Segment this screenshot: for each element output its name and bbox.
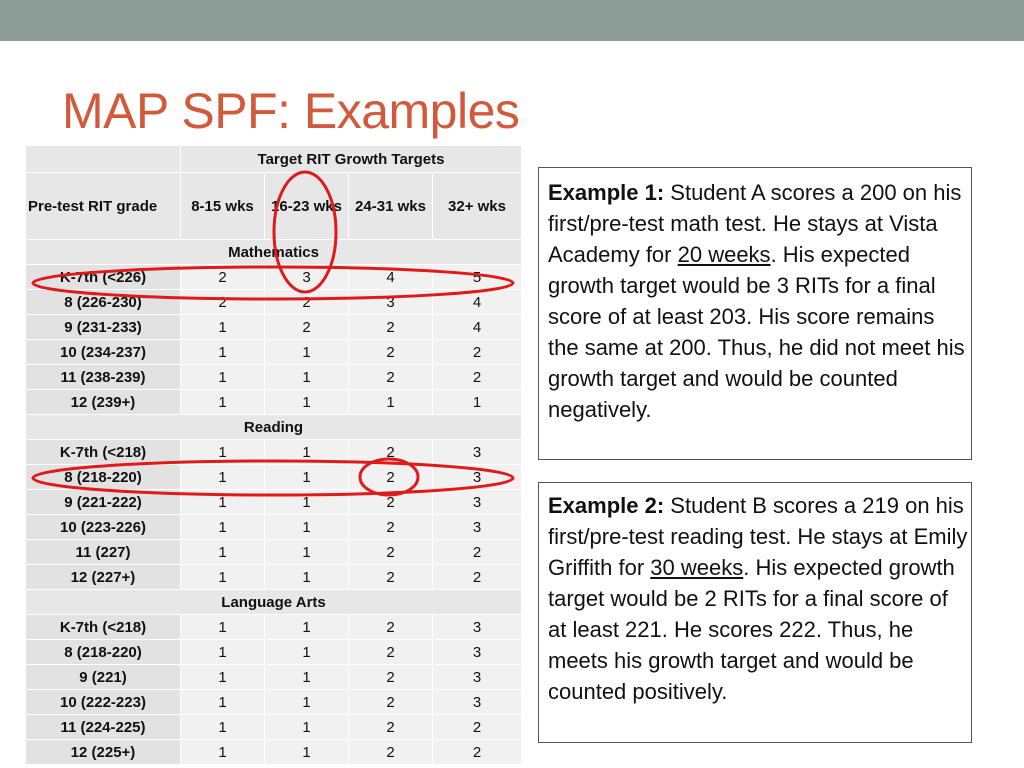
target-cell: 1 [181, 440, 265, 465]
table-row [26, 465, 522, 490]
target-cell: 3 [265, 265, 349, 290]
target-cell: 1 [181, 490, 265, 515]
target-cell: 4 [433, 290, 522, 315]
target-cell: 1 [265, 490, 349, 515]
section-header-row [26, 415, 522, 440]
target-cell: 2 [433, 740, 522, 765]
grade-cell: 11 (238-239) [26, 365, 181, 390]
table-row [26, 490, 522, 515]
target-cell: 2 [349, 740, 433, 765]
target-cell: 1 [181, 640, 265, 665]
table-row [26, 640, 522, 665]
target-cell: 2 [433, 540, 522, 565]
target-cell: 1 [265, 440, 349, 465]
table-row [26, 615, 522, 640]
example-text: Student B scores a 219 on his first/pre-test reading test. He stays at Emily Griffith for [548, 493, 968, 580]
target-cell: 3 [349, 290, 433, 315]
target-cell: 2 [181, 265, 265, 290]
target-cell: 1 [265, 665, 349, 690]
column-header: 16-23 wks [265, 173, 349, 240]
target-cell: 2 [349, 565, 433, 590]
target-cell: 2 [349, 365, 433, 390]
target-cell: 2 [433, 715, 522, 740]
column-header: 24-31 wks [349, 173, 433, 240]
target-cell: 2 [349, 665, 433, 690]
target-cell: 3 [433, 690, 522, 715]
table-row [26, 315, 522, 340]
table-row [26, 365, 522, 390]
section-title: Mathematics [26, 240, 522, 265]
target-cell: 1 [265, 715, 349, 740]
grade-cell: 8 (226-230) [26, 290, 181, 315]
example-1-box [538, 167, 972, 460]
example-text: . His expected growth target would be 3 RITs for a final score of at least 203. His score remains the same at 200. Thus, he did not meet his growth target and would be counted negatively. [548, 242, 965, 422]
target-cell: 3 [433, 515, 522, 540]
target-cell: 1 [181, 390, 265, 415]
table-column-header-row [26, 173, 522, 240]
target-cell: 1 [265, 365, 349, 390]
table-row [26, 515, 522, 540]
target-cell: 1 [181, 365, 265, 390]
table-row [26, 340, 522, 365]
target-cell: 2 [349, 315, 433, 340]
target-cell: 4 [433, 315, 522, 340]
target-cell: 1 [181, 465, 265, 490]
target-cell: 1 [265, 540, 349, 565]
example-duration: 20 weeks [677, 242, 771, 267]
grade-cell: 9 (221) [26, 665, 181, 690]
table-row [26, 665, 522, 690]
rit-growth-table [25, 145, 522, 765]
target-cell: 1 [265, 565, 349, 590]
grade-cell: 11 (227) [26, 540, 181, 565]
top-bar [0, 0, 1024, 41]
target-cell: 2 [265, 290, 349, 315]
table-row [26, 565, 522, 590]
grade-cell: 9 (231-233) [26, 315, 181, 340]
target-cell: 2 [349, 640, 433, 665]
target-cell: 1 [349, 390, 433, 415]
target-cell: 1 [265, 340, 349, 365]
target-cell: 3 [433, 465, 522, 490]
grade-cell: 10 (234-237) [26, 340, 181, 365]
slide-title: MAP SPF: Examples [62, 83, 520, 139]
target-cell: 1 [265, 615, 349, 640]
grade-cell: 8 (218-220) [26, 640, 181, 665]
example-2-box [538, 482, 972, 743]
grade-cell: 10 (223-226) [26, 515, 181, 540]
target-cell: 2 [181, 290, 265, 315]
grade-cell: 12 (239+) [26, 390, 181, 415]
column-header: 32+ wks [433, 173, 522, 240]
target-cell: 2 [349, 515, 433, 540]
target-cell: 3 [433, 440, 522, 465]
target-cell: 1 [265, 465, 349, 490]
target-cell: 1 [181, 690, 265, 715]
target-cell: 5 [433, 265, 522, 290]
column-header: 8-15 wks [181, 173, 265, 240]
target-cell: 2 [433, 565, 522, 590]
grade-header: Pre-test RIT grade [26, 173, 181, 240]
target-cell: 1 [181, 540, 265, 565]
grade-cell: 11 (224-225) [26, 715, 181, 740]
table-group-header-row [26, 146, 522, 173]
target-cell: 1 [181, 615, 265, 640]
target-cell: 2 [349, 715, 433, 740]
target-cell: 1 [265, 740, 349, 765]
target-cell: 3 [433, 615, 522, 640]
table-row [26, 715, 522, 740]
example-text: Student A scores a 200 on his first/pre-test math test. He stays at Vista Academy for [548, 180, 962, 267]
table-row [26, 740, 522, 765]
target-cell: 1 [265, 640, 349, 665]
target-cell: 2 [349, 440, 433, 465]
grade-cell: K-7th (<218) [26, 615, 181, 640]
target-cell: 3 [433, 665, 522, 690]
target-cell: 2 [349, 490, 433, 515]
table-row [26, 390, 522, 415]
target-cell: 1 [181, 715, 265, 740]
table-row [26, 690, 522, 715]
example-label: Example 2: [548, 493, 665, 518]
target-cell: 1 [265, 515, 349, 540]
table-row [26, 440, 522, 465]
example-text: . His expected growth target would be 2 RITs for a final score of at least 221. He scores 222. Thus, he meets his growth target and would be counted positively. [548, 555, 955, 704]
target-cell: 1 [181, 315, 265, 340]
target-cell: 3 [433, 640, 522, 665]
example-label: Example 1: [548, 180, 665, 205]
target-cell: 2 [349, 615, 433, 640]
target-cell: 1 [265, 690, 349, 715]
blank-header-cell [26, 146, 181, 173]
target-cell: 2 [349, 540, 433, 565]
target-cell: 2 [349, 340, 433, 365]
section-header-row [26, 590, 522, 615]
target-cell: 1 [181, 565, 265, 590]
target-cell: 2 [349, 465, 433, 490]
grade-cell: 12 (225+) [26, 740, 181, 765]
section-header-row [26, 240, 522, 265]
target-cell: 4 [349, 265, 433, 290]
target-cell: 1 [181, 340, 265, 365]
table-row [26, 290, 522, 315]
target-cell: 2 [265, 315, 349, 340]
target-cell: 3 [433, 490, 522, 515]
table-row [26, 540, 522, 565]
section-title: Language Arts [26, 590, 522, 615]
target-cell: 2 [433, 340, 522, 365]
target-cell: 2 [349, 690, 433, 715]
grade-cell: 9 (221-222) [26, 490, 181, 515]
section-title: Reading [26, 415, 522, 440]
grade-cell: K-7th (<226) [26, 265, 181, 290]
group-header: Target RIT Growth Targets [181, 146, 522, 173]
target-cell: 2 [433, 365, 522, 390]
target-cell: 1 [265, 390, 349, 415]
target-cell: 1 [433, 390, 522, 415]
example-duration: 30 weeks [650, 555, 744, 580]
grade-cell: 10 (222-223) [26, 690, 181, 715]
grade-cell: 12 (227+) [26, 565, 181, 590]
grade-cell: K-7th (<218) [26, 440, 181, 465]
grade-cell: 8 (218-220) [26, 465, 181, 490]
target-cell: 1 [181, 665, 265, 690]
table-row [26, 265, 522, 290]
target-cell: 1 [181, 740, 265, 765]
target-cell: 1 [181, 515, 265, 540]
